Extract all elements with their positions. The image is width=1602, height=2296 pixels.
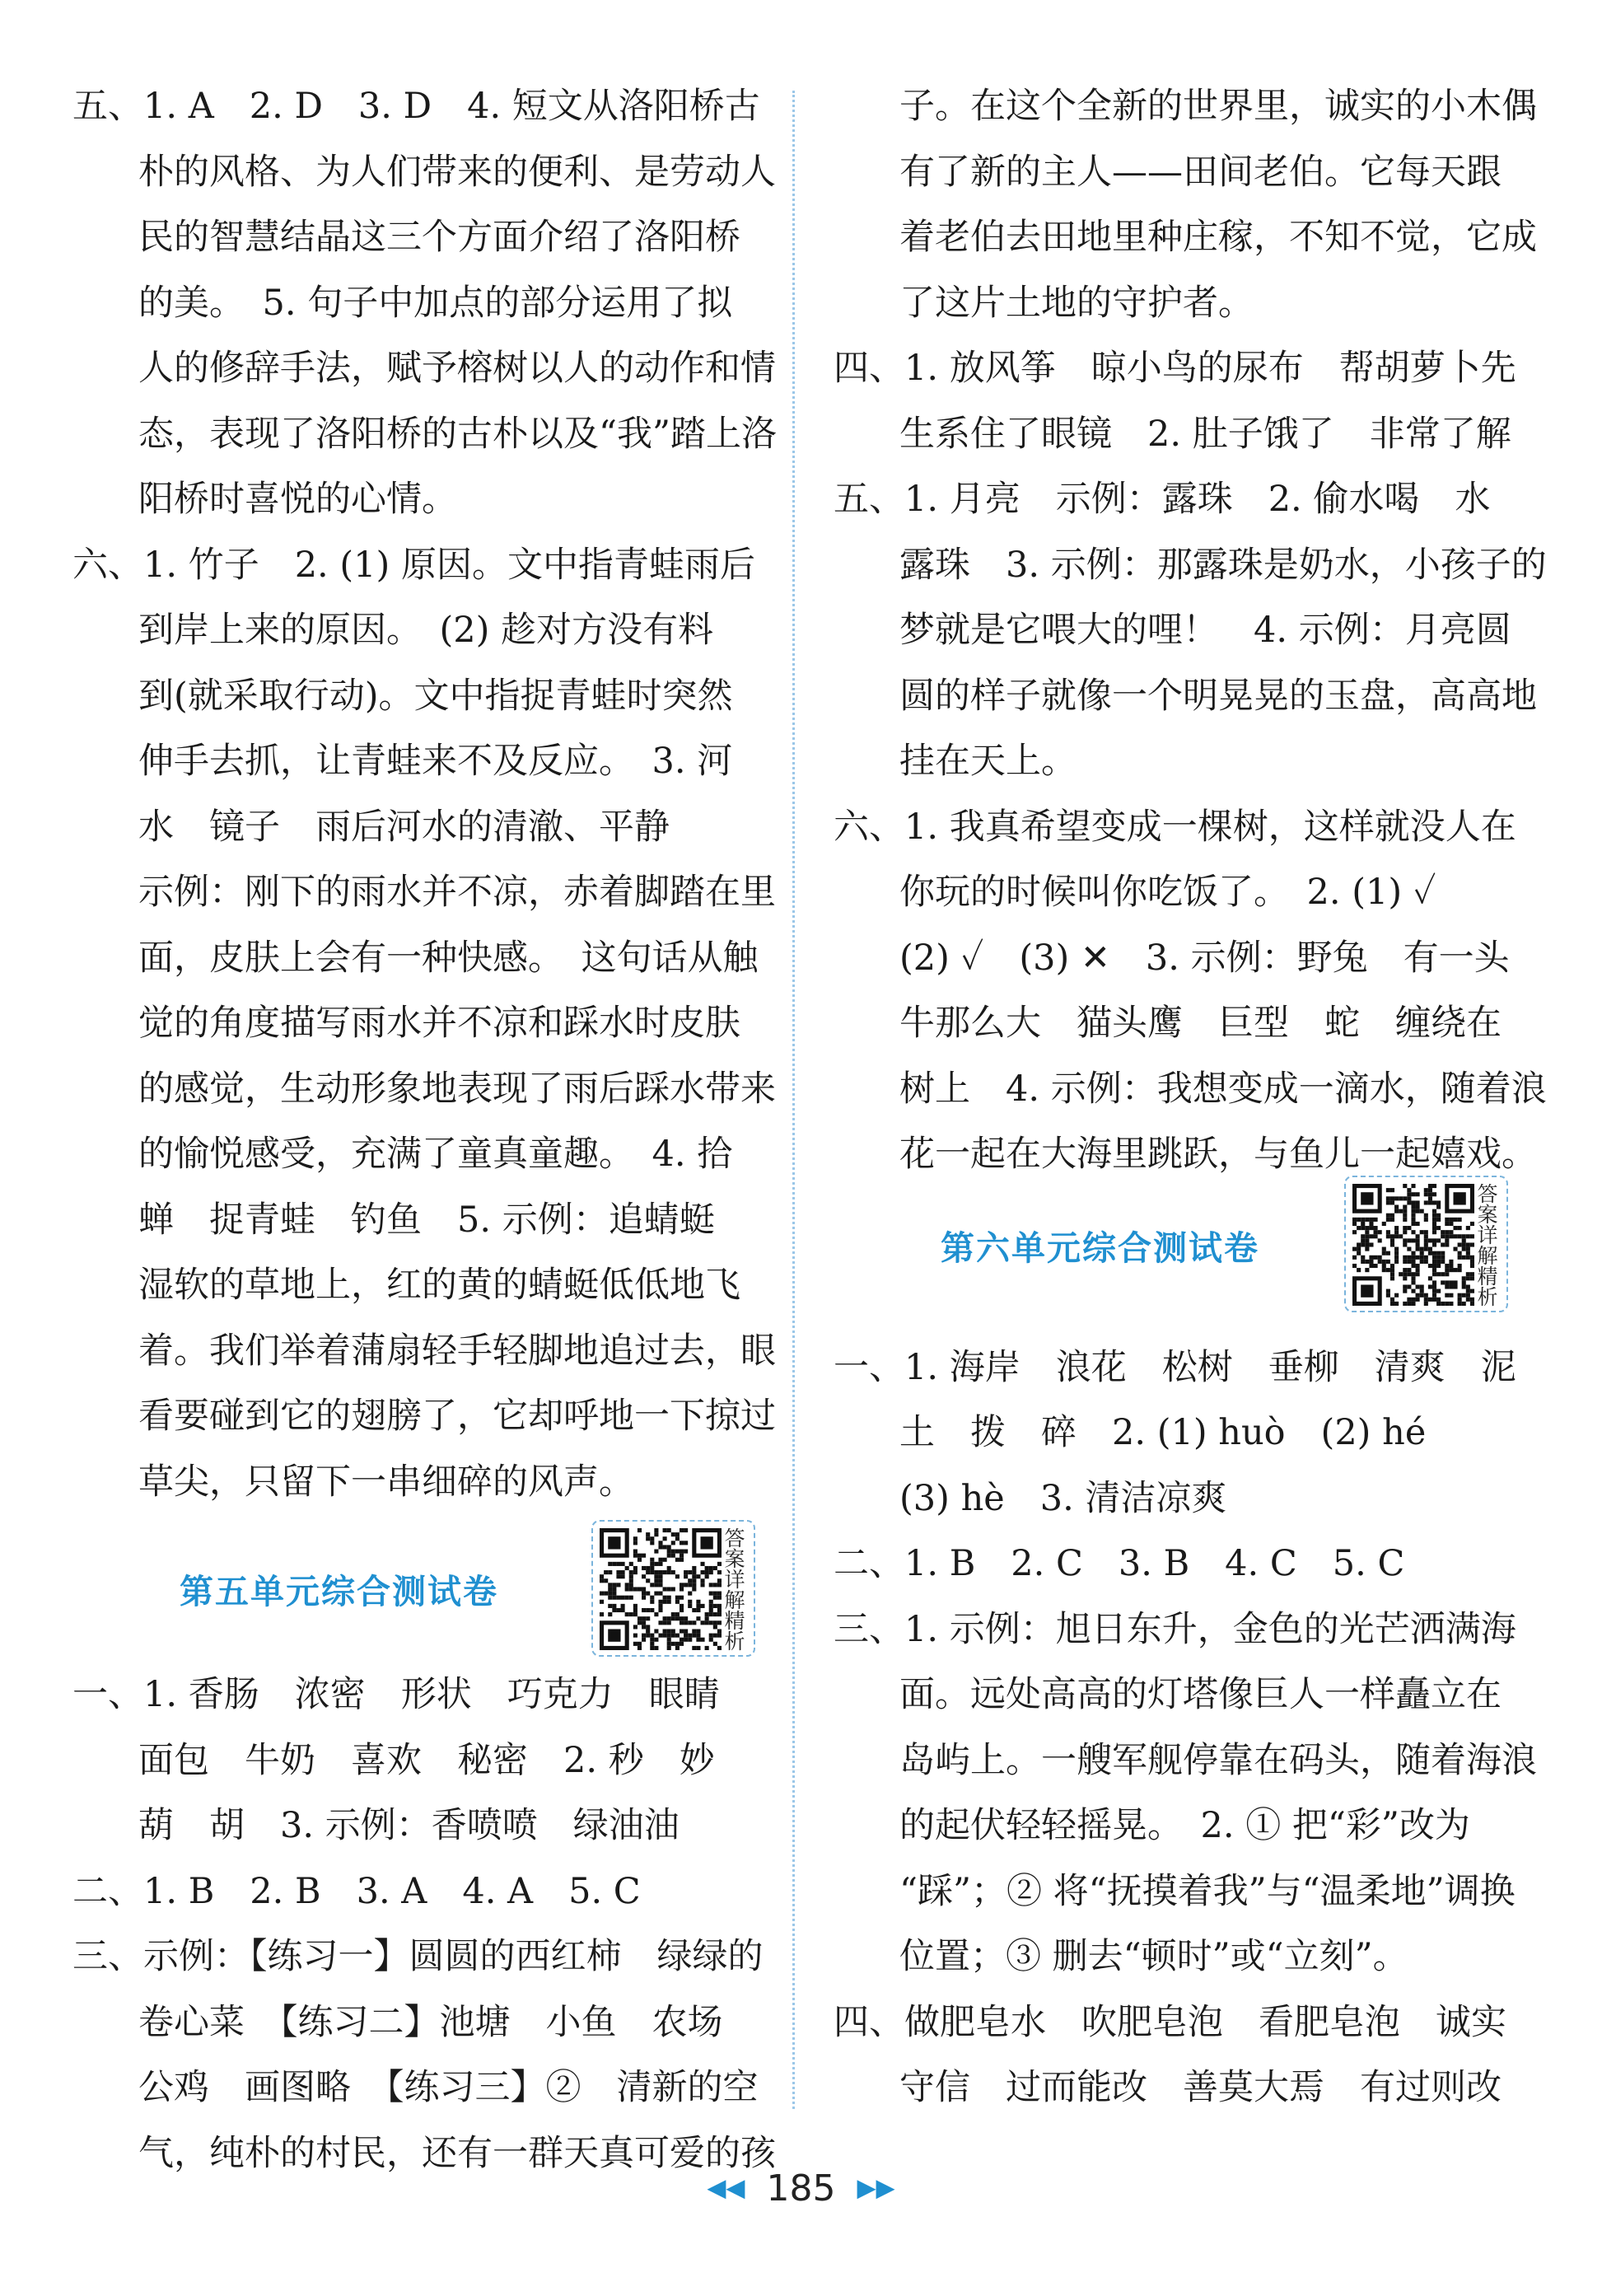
answer-block-unit4-end — [72, 74, 777, 1515]
qr-code-icon — [600, 1528, 722, 1650]
page-number: 185 — [766, 2167, 836, 2209]
qr-code-icon — [1352, 1184, 1474, 1306]
answer-block-unit5-end — [834, 74, 1547, 1188]
answer-line: 梦就是它喂大的哩！ 4. 示例：月亮圆 — [899, 610, 1511, 651]
answer-line: 蝉 捉青蛙 钓鱼 5. 示例：追蜻蜓 — [138, 1199, 715, 1241]
answer-line: 示例：刚下的雨水并不凉，赤着脚踏在里 — [138, 872, 776, 913]
answer-line: 到岸上来的原因。 (2) 趁对方没有料 — [138, 610, 714, 651]
answer-line: 葫 胡 3. 示例：香喷喷 绿油油 — [138, 1805, 680, 1846]
answer-line: 花一起在大海里跳跃，与鱼儿一起嬉戏。 — [899, 1134, 1537, 1175]
left-column — [72, 74, 777, 2186]
answer-line: 面，皮肤上会有一种快感。 这句话从触 — [138, 937, 759, 979]
right-column — [834, 74, 1547, 2121]
answer-line: 着老伯去田地里种庄稼，不知不觉，它成 — [899, 217, 1537, 258]
answer-line: 一、1. 海岸 浪花 松树 垂柳 清爽 泥 — [834, 1346, 1516, 1388]
qr-code-unit6[interactable] — [1344, 1176, 1508, 1312]
qr-code-unit5[interactable] — [591, 1520, 755, 1657]
next-page-icon[interactable]: ▶▶ — [857, 2173, 895, 2203]
answer-line: 阳桥时喜悦的心情。 — [138, 479, 457, 520]
answer-line: 到(就采取行动)。文中指捉青蛙时突然 — [138, 675, 733, 717]
answer-line: 四、做肥皂水 吹肥皂泡 看肥皂泡 诚实 — [834, 2001, 1506, 2043]
answer-line: 民的智慧结晶这三个方面介绍了洛阳桥 — [138, 217, 740, 258]
section-title-unit5: 第五单元综合测试卷 — [180, 1572, 498, 1611]
answer-line: 的感觉，生动形象地表现了雨后踩水带来 — [138, 1068, 776, 1110]
answer-line: 生系住了眼镜 2. 肚子饿了 非常了解 — [899, 413, 1511, 455]
answer-line: 看要碰到它的翅膀了，它却呼地一下掠过 — [138, 1396, 776, 1437]
prev-page-icon[interactable]: ◀◀ — [707, 2173, 745, 2203]
answer-line: 六、1. 竹子 2. (1) 原因。文中指青蛙雨后 — [72, 544, 755, 586]
answer-line: 草尖，只留下一串细碎的风声。 — [138, 1461, 634, 1503]
answer-line: 湿软的草地上，红的黄的蜻蜓低低地飞 — [138, 1265, 740, 1306]
answer-line: 位置；③ 删去“顿时”或“立刻”。 — [899, 1936, 1408, 1977]
answer-line: 守信 过而能改 善莫大焉 有过则改 — [899, 2067, 1502, 2108]
answer-line: 挂在天上。 — [899, 741, 1077, 782]
answer-line: 五、1. 月亮 示例：露珠 2. 偷水喝 水 — [834, 479, 1491, 520]
answer-line: 四、1. 放风筝 晾小鸟的尿布 帮胡萝卜先 — [834, 348, 1516, 389]
answer-line: 圆的样子就像一个明晃晃的玉盘，高高地 — [899, 675, 1537, 717]
answer-line: 卷心菜 【练习二】池塘 小鱼 农场 — [138, 2001, 723, 2043]
answer-line: 牛那么大 猫头鹰 巨型 蛇 缠绕在 — [899, 1003, 1502, 1044]
answer-line: 岛屿上。一艘军舰停靠在码头，随着海浪 — [899, 1739, 1537, 1781]
answer-line: 的愉悦感受，充满了童真童趣。 4. 拾 — [138, 1134, 733, 1175]
answer-line: “踩”；② 将“抚摸着我”与“温柔地”调换 — [899, 1870, 1516, 1912]
answer-line: 态，表现了洛阳桥的古朴以及“我”踏上洛 — [138, 413, 777, 455]
answer-block-unit5 — [72, 1662, 776, 2186]
page-footer — [0, 2165, 1602, 2209]
answer-line: 树上 4. 示例：我想变成一滴水，随着浪 — [899, 1068, 1547, 1110]
answer-line: 的起伏轻轻摇晃。 2. ① 把“彩”改为 — [899, 1805, 1470, 1846]
section-header-unit6 — [834, 1181, 1530, 1335]
column-divider — [792, 91, 795, 2109]
answer-line: 二、1. B 2. C 3. B 4. C 5. C — [834, 1543, 1405, 1584]
answer-line: 伸手去抓，让青蛙来不及反应。 3. 河 — [138, 741, 733, 782]
answer-line: 水 镜子 雨后河水的清澈、平静 — [138, 806, 670, 848]
answer-line: 露珠 3. 示例：那露珠是奶水，小孩子的 — [899, 544, 1547, 586]
answer-line: 二、1. B 2. B 3. A 4. A 5. C — [72, 1870, 641, 1912]
answer-line: 公鸡 画图略 【练习三】② 清新的空 — [138, 2067, 759, 2108]
answer-line: 你玩的时候叫你吃饭了。 2. (1) ✓ — [899, 872, 1436, 913]
answer-line: 朴的风格、为人们带来的便利、是劳动人 — [138, 151, 776, 193]
qr-label: 答案详解精析 — [724, 1527, 745, 1653]
qr-label: 答案详解精析 — [1477, 1181, 1498, 1309]
answer-line: 六、1. 我真希望变成一棵树，这样就没人在 — [834, 806, 1516, 848]
answer-line: 人的修辞手法，赋予榕树以人的动作和情 — [138, 348, 776, 389]
answer-line: (2) ✓ (3) ✕ 3. 示例：野兔 有一头 — [899, 937, 1510, 979]
answer-line: 五、1. A 2. D 3. D 4. 短文从洛阳桥古 — [72, 86, 760, 127]
answer-line: 一、1. 香肠 浓密 形状 巧克力 眼睛 — [72, 1674, 720, 1715]
answer-line: 的美。 5. 句子中加点的部分运用了拟 — [138, 282, 733, 324]
answer-block-unit6 — [834, 1335, 1537, 2121]
answer-line: 着。我们举着蒲扇轻手轻脚地追过去，眼 — [138, 1330, 776, 1372]
section-header-unit5 — [72, 1515, 748, 1662]
answer-line: 了这片土地的守护者。 — [899, 282, 1254, 324]
section-title-unit6: 第六单元综合测试卷 — [941, 1227, 1259, 1268]
answer-line: 面。远处高高的灯塔像巨人一样矗立在 — [899, 1674, 1502, 1715]
answer-line: 觉的角度描写雨水并不凉和踩水时皮肤 — [138, 1003, 740, 1044]
answer-line: 子。在这个全新的世界里，诚实的小木偶 — [899, 86, 1537, 127]
answer-line: 三、示例：【练习一】圆圆的西红柿 绿绿的 — [72, 1936, 764, 1977]
answer-line: (3) hè 3. 清洁凉爽 — [899, 1477, 1227, 1519]
answer-line: 有了新的主人——田间老伯。它每天跟 — [899, 151, 1502, 193]
answer-line: 气，纯朴的村民，还有一群天真可爱的孩 — [138, 2132, 776, 2174]
answer-line: 三、1. 示例：旭日东升，金色的光芒洒满海 — [834, 1608, 1516, 1650]
answer-line: 面包 牛奶 喜欢 秘密 2. 秒 妙 — [138, 1739, 715, 1781]
answer-line: 土 拨 碎 2. (1) huò (2) hé — [899, 1412, 1427, 1453]
